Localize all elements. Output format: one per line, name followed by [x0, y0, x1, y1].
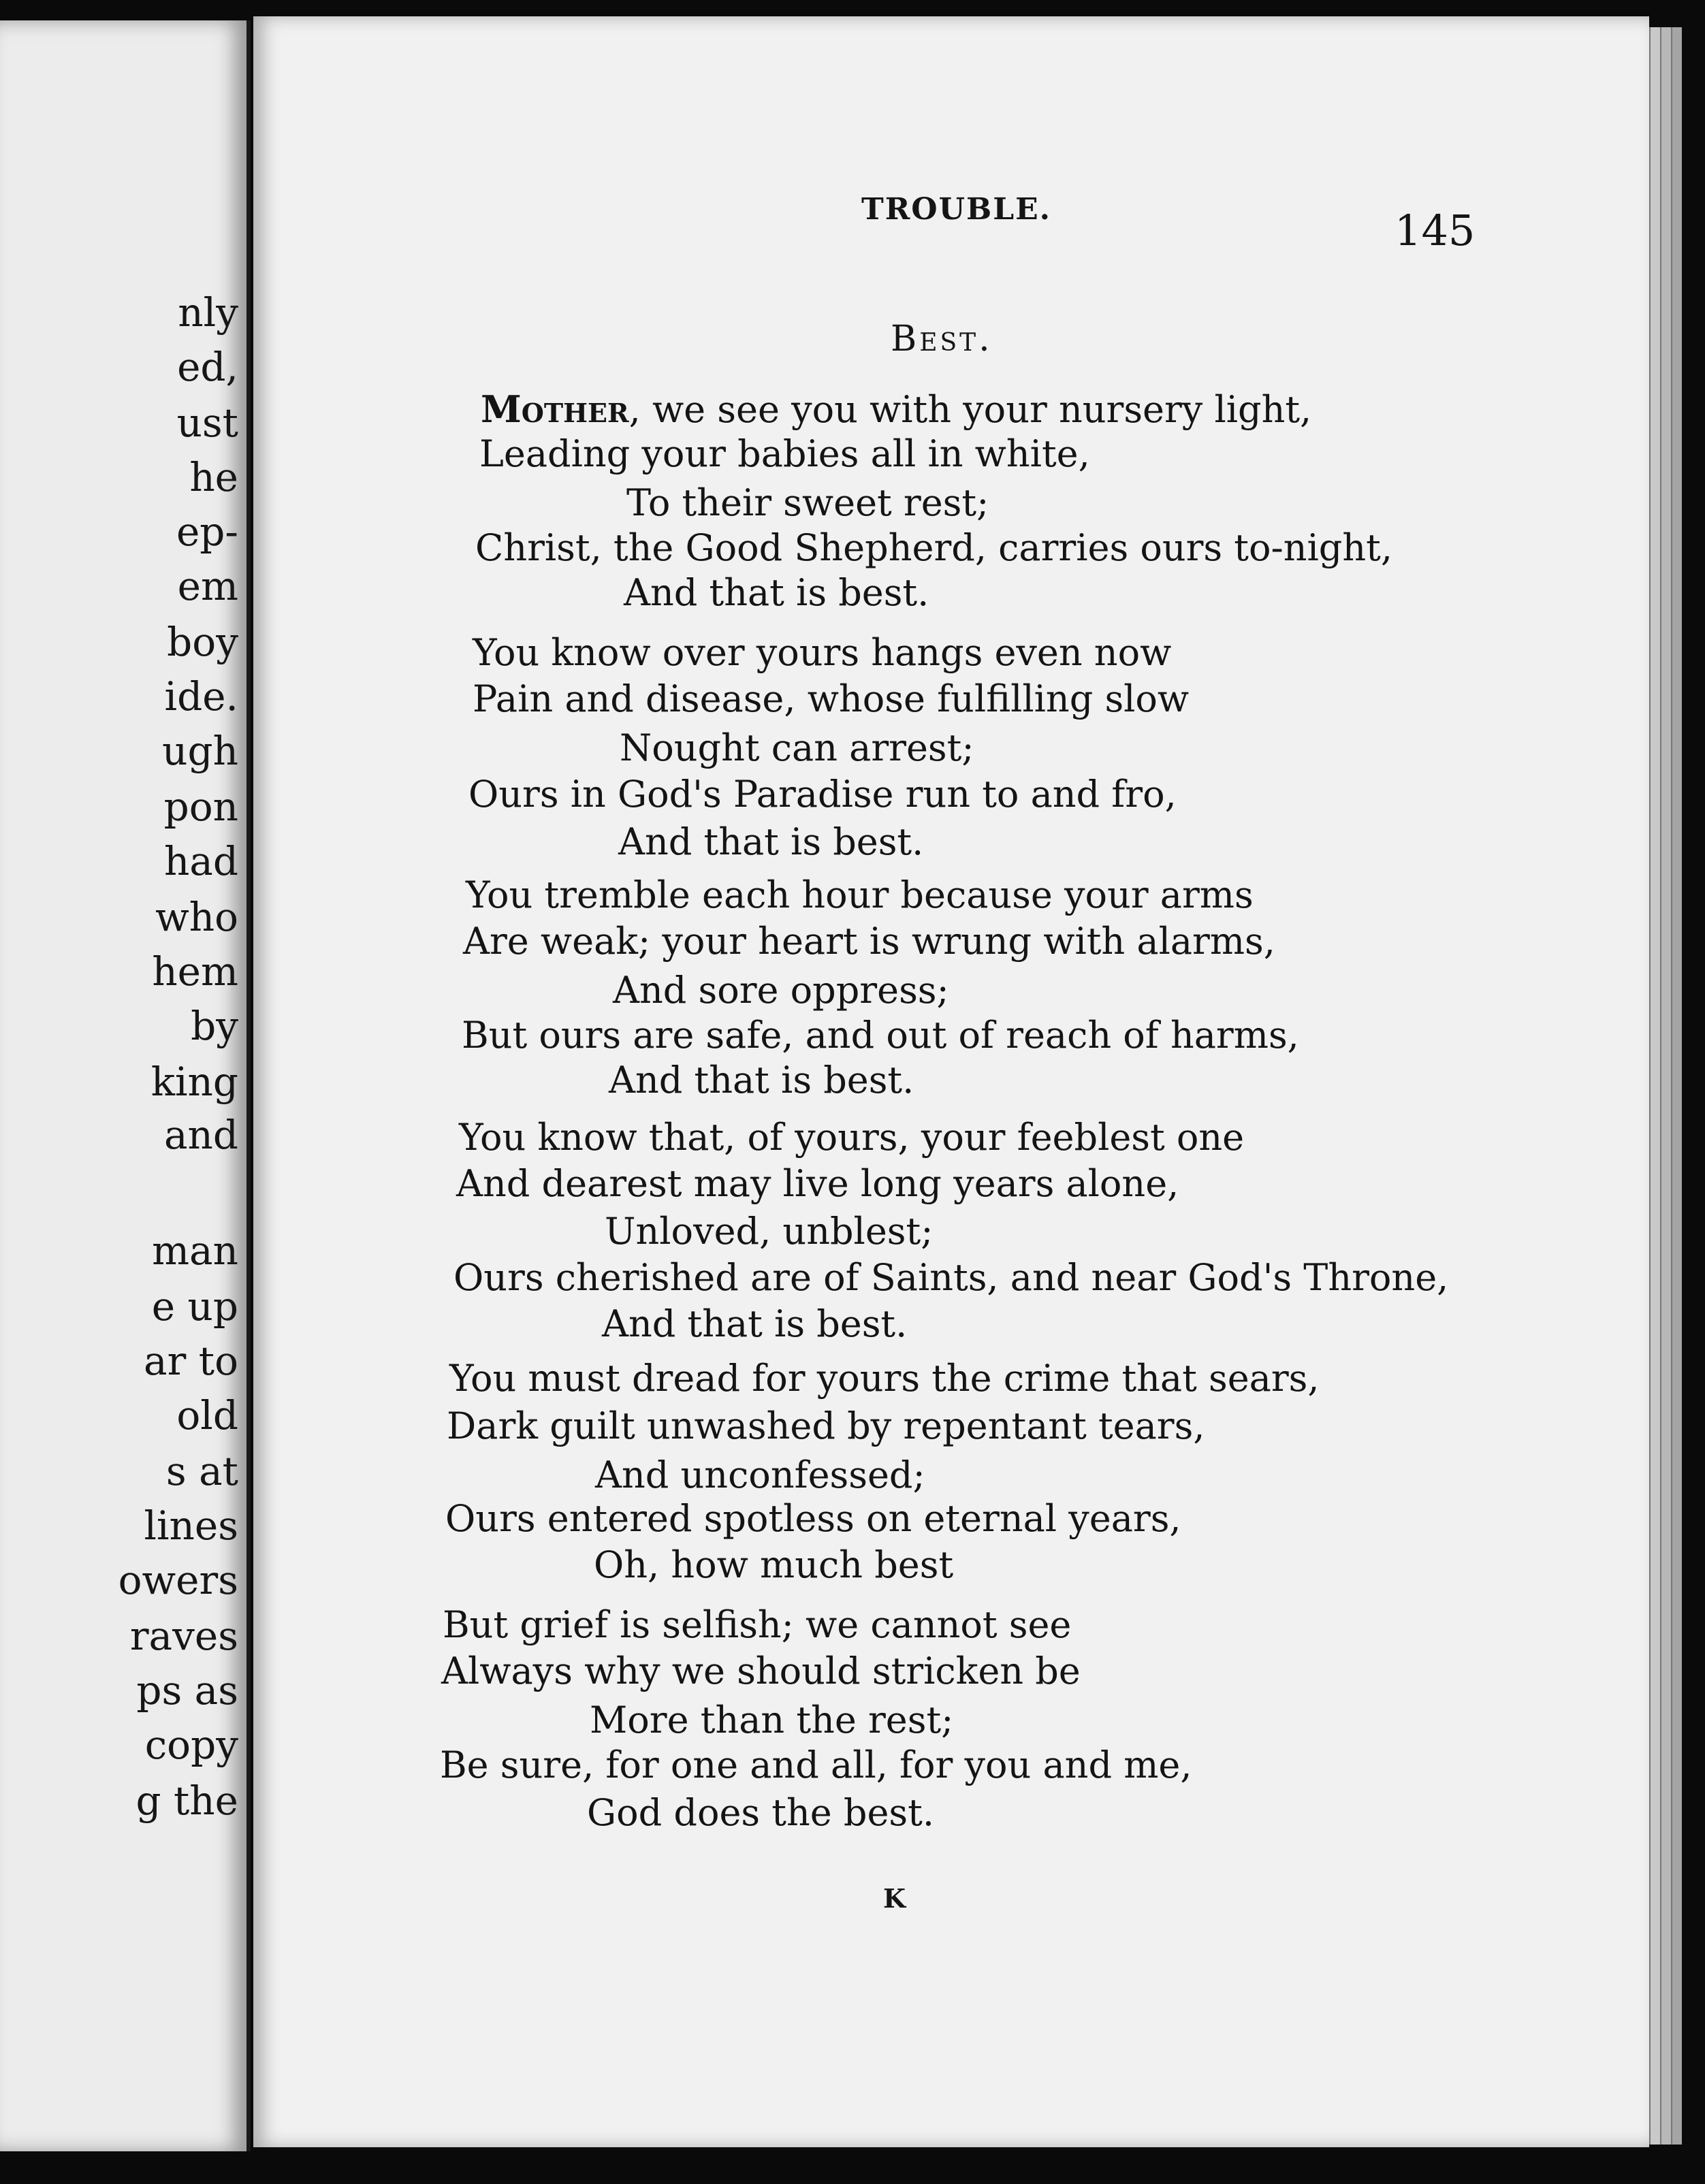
left-page-text: he [189, 454, 238, 500]
running-head: TROUBLE. [861, 192, 1051, 227]
page-edge [1649, 27, 1660, 2145]
poem-first-line-rest: , we see you with your nursery light, [628, 388, 1312, 431]
poem-line [481, 387, 1312, 431]
left-page-text: pon [163, 784, 238, 830]
poem-line: To their sweet rest; [626, 481, 989, 524]
poem-line: But ours are safe, and out of reach of harms, [462, 1014, 1299, 1057]
left-page-text: raves [129, 1613, 238, 1659]
left-page-text: man [152, 1227, 238, 1274]
poem-line: Dark guilt unwashed by repentant tears, [447, 1404, 1205, 1447]
left-page-text: by [191, 1003, 238, 1049]
poem-line: Oh, how much best [594, 1543, 954, 1586]
page-edge [1660, 27, 1671, 2145]
poem-line: Ours cherished are of Saints, and near God's Throne, [453, 1256, 1449, 1299]
left-page-text: hem [152, 948, 238, 995]
left-page-text: lines [144, 1503, 238, 1549]
poem-line: Are weak; your heart is wrung with alarms, [463, 920, 1275, 963]
poem-line: But grief is selfish; we cannot see [443, 1603, 1072, 1646]
left-page-text: old [176, 1392, 238, 1439]
poem-line: And that is best. [618, 820, 924, 863]
page-edge [1671, 27, 1682, 2145]
poem-line: Be sure, for one and all, for you and me, [440, 1744, 1192, 1786]
poem-line: Ours entered spotless on eternal years, [445, 1497, 1181, 1540]
left-page-text: boy [167, 619, 238, 665]
left-page-text: ep- [176, 509, 238, 555]
poem-title: Best. [891, 319, 993, 359]
left-page-text: ed, [177, 344, 238, 390]
poem-line: More than the rest; [590, 1699, 954, 1741]
left-page-text: king [150, 1059, 238, 1105]
left-page [0, 20, 251, 2151]
poem-line: Nought can arrest; [620, 726, 974, 769]
poem-line: Christ, the Good Shepherd, carries ours to-night, [475, 526, 1393, 569]
poem-line: And that is best. [624, 571, 929, 614]
left-page-text: and [163, 1112, 238, 1158]
left-page-text: had [163, 838, 238, 884]
poem-line: Unloved, unblest; [605, 1210, 934, 1253]
poem-line: You must dread for yours the crime that sears, [449, 1357, 1320, 1400]
poem-line: Pain and disease, whose fulfilling slow [473, 677, 1190, 720]
poem-line: You know over yours hangs even now [473, 631, 1172, 674]
poem-line: And that is best. [602, 1302, 908, 1345]
left-page-text: owers [118, 1557, 238, 1603]
poem-line: And sore oppress; [613, 969, 949, 1012]
left-page-text: ps as [136, 1667, 238, 1714]
poem-line: Leading your babies all in white, [479, 432, 1090, 475]
poem-line: Ours in God's Paradise run to and fro, [468, 773, 1177, 816]
left-page-text: e up [151, 1283, 238, 1330]
left-page-text: em [177, 563, 238, 609]
poem-line: You tremble each hour because your arms [466, 873, 1254, 916]
left-page-text: ust [176, 400, 238, 446]
poem-line: And unconfessed; [595, 1454, 925, 1496]
left-page-text: copy [144, 1722, 238, 1768]
poem-line: God does the best. [587, 1791, 934, 1834]
poem-first-word: Mother [481, 387, 629, 431]
page-number: 145 [1395, 206, 1476, 255]
left-page-text: ar to [144, 1338, 238, 1384]
signature-mark: K [883, 1883, 906, 1914]
left-page-text: ide. [164, 673, 238, 720]
left-page-text: g the [136, 1778, 238, 1824]
left-page-text: who [155, 894, 238, 940]
poem-line: And that is best. [609, 1059, 914, 1102]
poem-line: Always why we should stricken be [441, 1650, 1081, 1692]
left-page-text: nly [178, 289, 238, 336]
left-page-text: s at [165, 1448, 238, 1494]
poem-line: And dearest may live long years alone, [456, 1162, 1179, 1205]
left-page-text: ugh [162, 728, 238, 774]
poem-line: You know that, of yours, your feeblest one [459, 1116, 1245, 1159]
